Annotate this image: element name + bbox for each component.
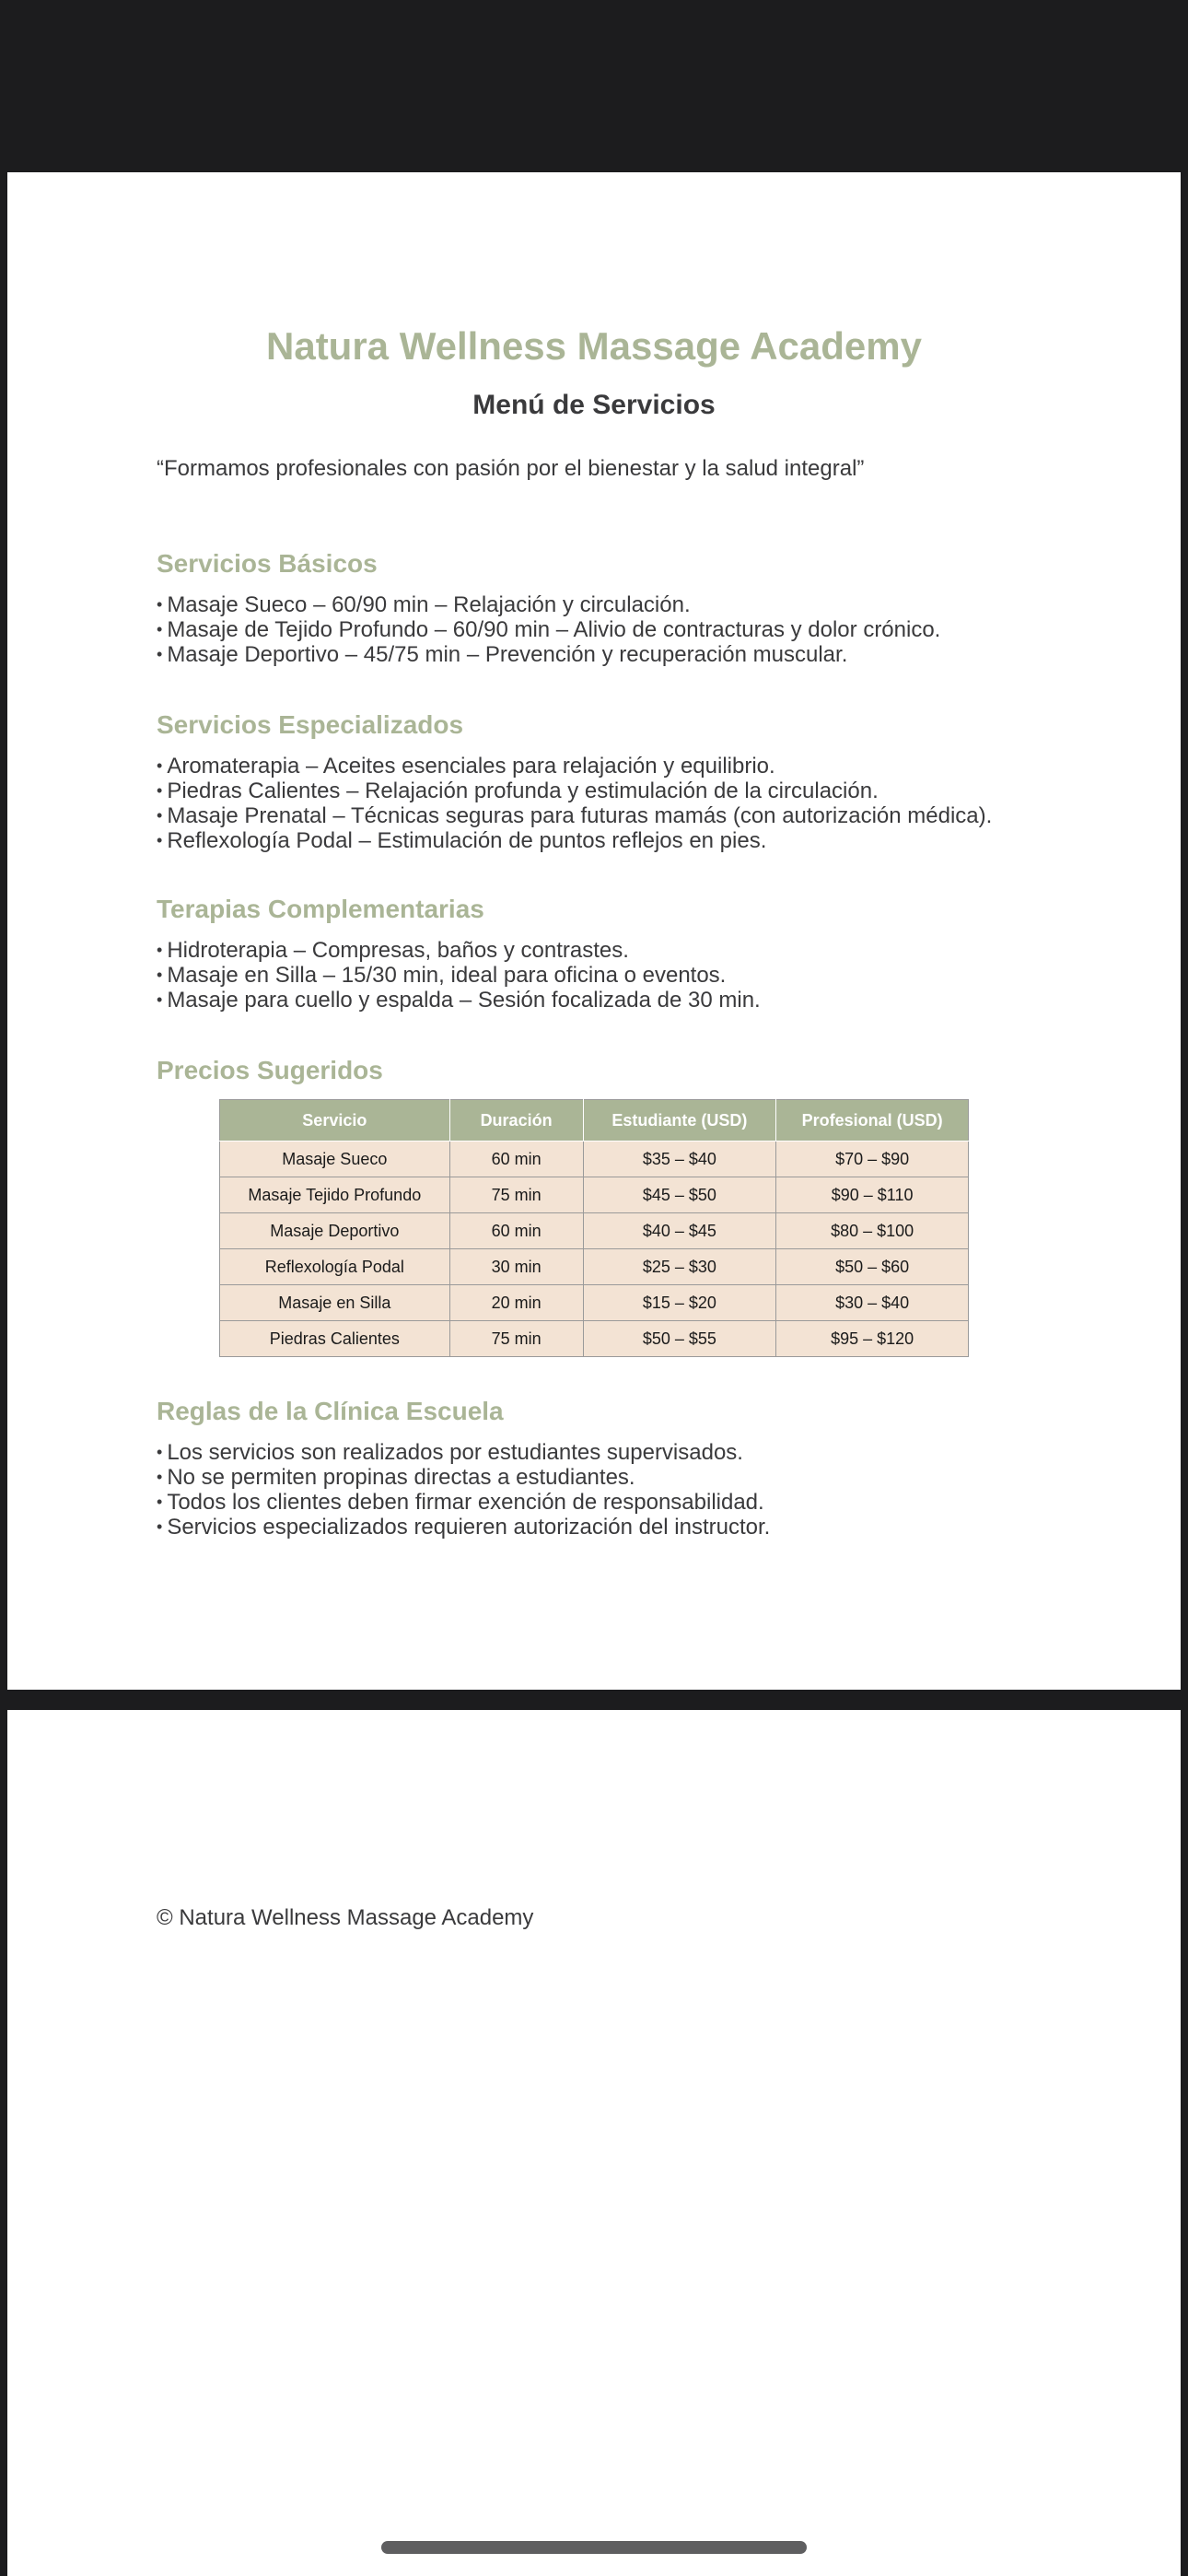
- document-page-2: [7, 1710, 1181, 2576]
- section-servicios-especializados: [157, 709, 1077, 854]
- table-cell: $50 – $55: [583, 1321, 776, 1357]
- table-cell: $90 – $110: [776, 1177, 969, 1213]
- table-row: [220, 1177, 969, 1213]
- table-cell: $50 – $60: [776, 1249, 969, 1285]
- document-page-1: [7, 172, 1181, 1690]
- table-cell: $45 – $50: [583, 1177, 776, 1213]
- document-title: Natura Wellness Massage Academy: [266, 324, 922, 368]
- table-header-row: [220, 1100, 969, 1142]
- column-header: Servicio: [220, 1100, 450, 1142]
- table-cell: $80 – $100: [776, 1213, 969, 1249]
- service-list: [157, 755, 1077, 854]
- table-row: [220, 1285, 969, 1321]
- table-cell: $40 – $45: [583, 1213, 776, 1249]
- table-cell: 20 min: [449, 1285, 583, 1321]
- column-header: Estudiante (USD): [583, 1100, 776, 1142]
- section-reglas-clinica: [157, 1396, 1077, 1540]
- table-cell: 75 min: [449, 1321, 583, 1357]
- table-cell: Masaje en Silla: [220, 1285, 450, 1321]
- list-item: • Servicios especializados requieren autorización del instructor.: [157, 1516, 1077, 1540]
- list-item: • Aromaterapia – Aceites esenciales para relajación y equilibrio.: [157, 755, 1077, 779]
- list-item: • Reflexología Podal – Estimulación de puntos reflejos en pies.: [157, 829, 1077, 854]
- section-heading: Servicios Especializados: [157, 710, 464, 739]
- table-cell: Masaje Tejido Profundo: [220, 1177, 450, 1213]
- table-cell: 60 min: [449, 1142, 583, 1177]
- section-heading: Servicios Básicos: [157, 549, 378, 578]
- table-cell: $15 – $20: [583, 1285, 776, 1321]
- service-list: [157, 593, 1077, 668]
- list-item: • Los servicios son realizados por estudiantes supervisados.: [157, 1441, 1077, 1466]
- list-item: • Masaje de Tejido Profundo – 60/90 min – Alivio de contracturas y dolor crónico.: [157, 618, 1077, 643]
- list-item: • Masaje en Silla – 15/30 min, ideal para oficina o eventos.: [157, 964, 1077, 989]
- list-item: • Todos los clientes deben firmar exención de responsabilidad.: [157, 1491, 1077, 1516]
- service-list: [157, 939, 1077, 1013]
- table-cell: $30 – $40: [776, 1285, 969, 1321]
- section-terapias-complementarias: [157, 894, 1077, 1013]
- list-item: • Piedras Calientes – Relajación profunda y estimulación de la circulación.: [157, 779, 1077, 804]
- tagline: “Formamos profesionales con pasión por el bienestar y la salud integral”: [157, 456, 865, 481]
- table-cell: Masaje Deportivo: [220, 1213, 450, 1249]
- table-cell: $95 – $120: [776, 1321, 969, 1357]
- list-item: • Masaje para cuello y espalda – Sesión focalizada de 30 min.: [157, 989, 1077, 1013]
- column-header: Duración: [449, 1100, 583, 1142]
- table-cell: 75 min: [449, 1177, 583, 1213]
- table-cell: Piedras Calientes: [220, 1321, 450, 1357]
- table-cell: Masaje Sueco: [220, 1142, 450, 1177]
- table-cell: 30 min: [449, 1249, 583, 1285]
- section-heading: Reglas de la Clínica Escuela: [157, 1397, 504, 1425]
- table-row: [220, 1142, 969, 1177]
- table-row: [220, 1249, 969, 1285]
- section-precios-sugeridos: [157, 1055, 1077, 1086]
- table-cell: Reflexología Podal: [220, 1249, 450, 1285]
- list-item: • Masaje Sueco – 60/90 min – Relajación y circulación.: [157, 593, 1077, 618]
- list-item: • Hidroterapia – Compresas, baños y contrastes.: [157, 939, 1077, 964]
- home-indicator[interactable]: [381, 2541, 807, 2554]
- copyright-footer: © Natura Wellness Massage Academy: [157, 1905, 534, 1930]
- section-servicios-basicos: [157, 548, 1077, 668]
- table-cell: $35 – $40: [583, 1142, 776, 1177]
- section-heading: Precios Sugeridos: [157, 1056, 383, 1084]
- table-cell: $70 – $90: [776, 1142, 969, 1177]
- rules-list: [157, 1441, 1077, 1540]
- list-item: • Masaje Deportivo – 45/75 min – Prevención y recuperación muscular.: [157, 643, 1077, 668]
- table-cell: $25 – $30: [583, 1249, 776, 1285]
- table-row: [220, 1321, 969, 1357]
- section-heading: Terapias Complementarias: [157, 895, 484, 923]
- price-table: [219, 1099, 969, 1357]
- document-subtitle: Menú de Servicios: [472, 390, 716, 420]
- list-item: • No se permiten propinas directas a estudiantes.: [157, 1466, 1077, 1491]
- column-header: Profesional (USD): [776, 1100, 969, 1142]
- list-item: • Masaje Prenatal – Técnicas seguras para futuras mamás (con autorización médica).: [157, 804, 1077, 829]
- table-row: [220, 1213, 969, 1249]
- table-cell: 60 min: [449, 1213, 583, 1249]
